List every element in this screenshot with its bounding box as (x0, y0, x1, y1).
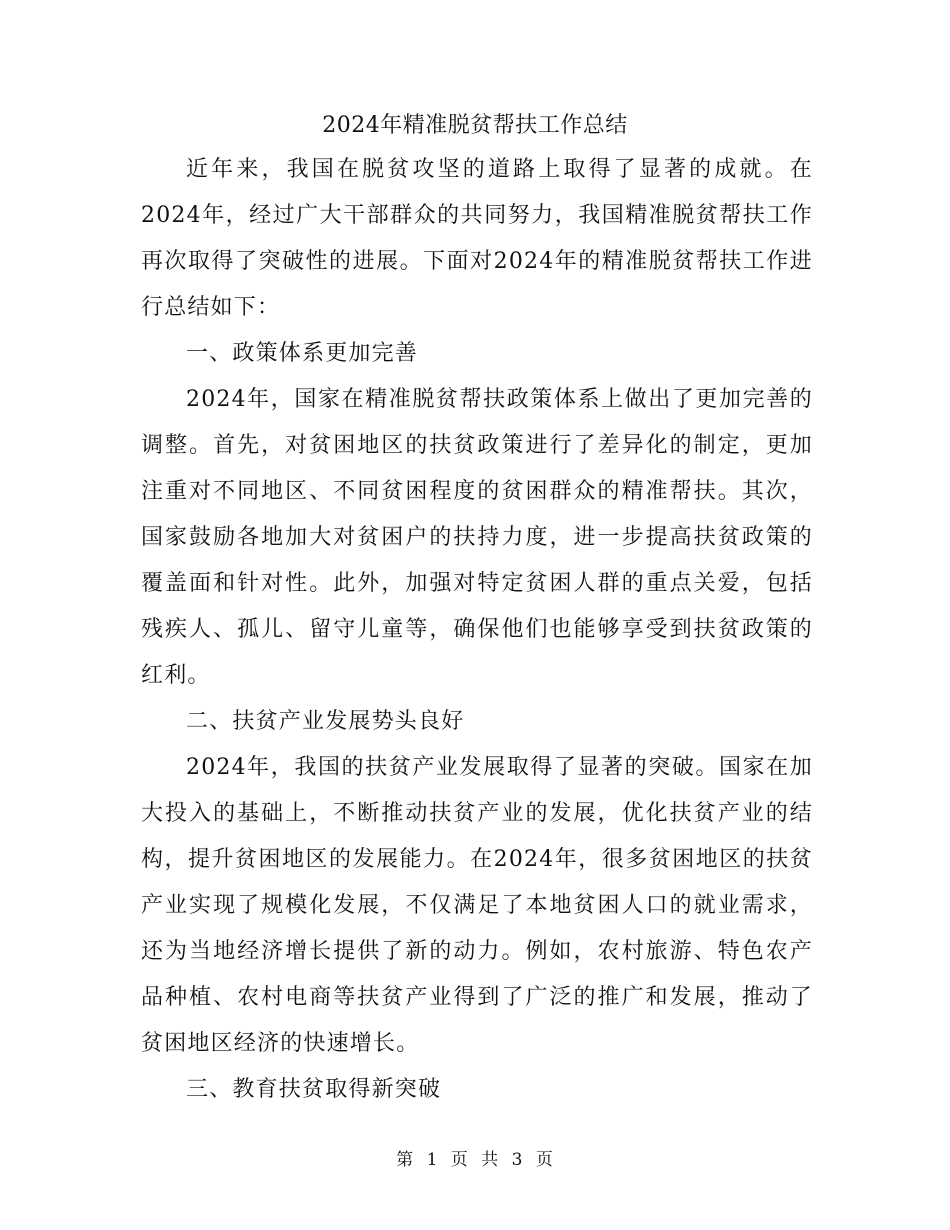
policy-paragraph: 2024年，国家在精准脱贫帮扶政策体系上做出了更加完善的调整。首先，对贫困地区的扶贫政策进行了差异化的制定，更加注重对不同地区、不同贫困程度的贫困群众的精准帮扶。其次，国家鼓励各地加大对贫困户的扶持力度，进一步提高扶贫政策的覆盖面和针对性。此外，加强对特定贫困人群的重点关爱，包括残疾人、孤儿、留守儿童等，确保他们也能够享受到扶贫政策的红利。 (141, 387, 813, 688)
industry-paragraph: 2024年，我国的扶贫产业发展取得了显著的突破。国家在加大投入的基础上，不断推动扶贫产业的发展，优化扶贫产业的结构，提升贫困地区的发展能力。在2024年，很多贫困地区的扶贫产业实现了规模化发展，不仅满足了本地贫困人口的就业需求，还为当地经济增长提供了新的动力。例如，农村旅游、特色农产品种植、农村电商等扶贫产业得到了广泛的推广和发展，推动了贫困地区经济的快速增长。 (141, 755, 813, 1056)
intro-paragraph: 近年来，我国在脱贫攻坚的道路上取得了显著的成就。在2024年，经过广大干部群众的共同努力，我国精准脱贫帮扶工作再次取得了突破性的进展。下面对2024年的精准脱贫帮扶工作进行总结如下： (141, 157, 813, 320)
section-heading-policy: 一、政策体系更加完善 (186, 341, 419, 366)
page-number-footer: 第 1 页 共 3 页 (396, 1150, 554, 1170)
document-title: 2024年精准脱贫帮扶工作总结 (322, 113, 628, 138)
section-heading-industry: 二、扶贫产业发展势头良好 (186, 709, 465, 734)
document-body (141, 147, 813, 1113)
section-heading-education: 三、教育扶贫取得新突破 (186, 1077, 442, 1102)
